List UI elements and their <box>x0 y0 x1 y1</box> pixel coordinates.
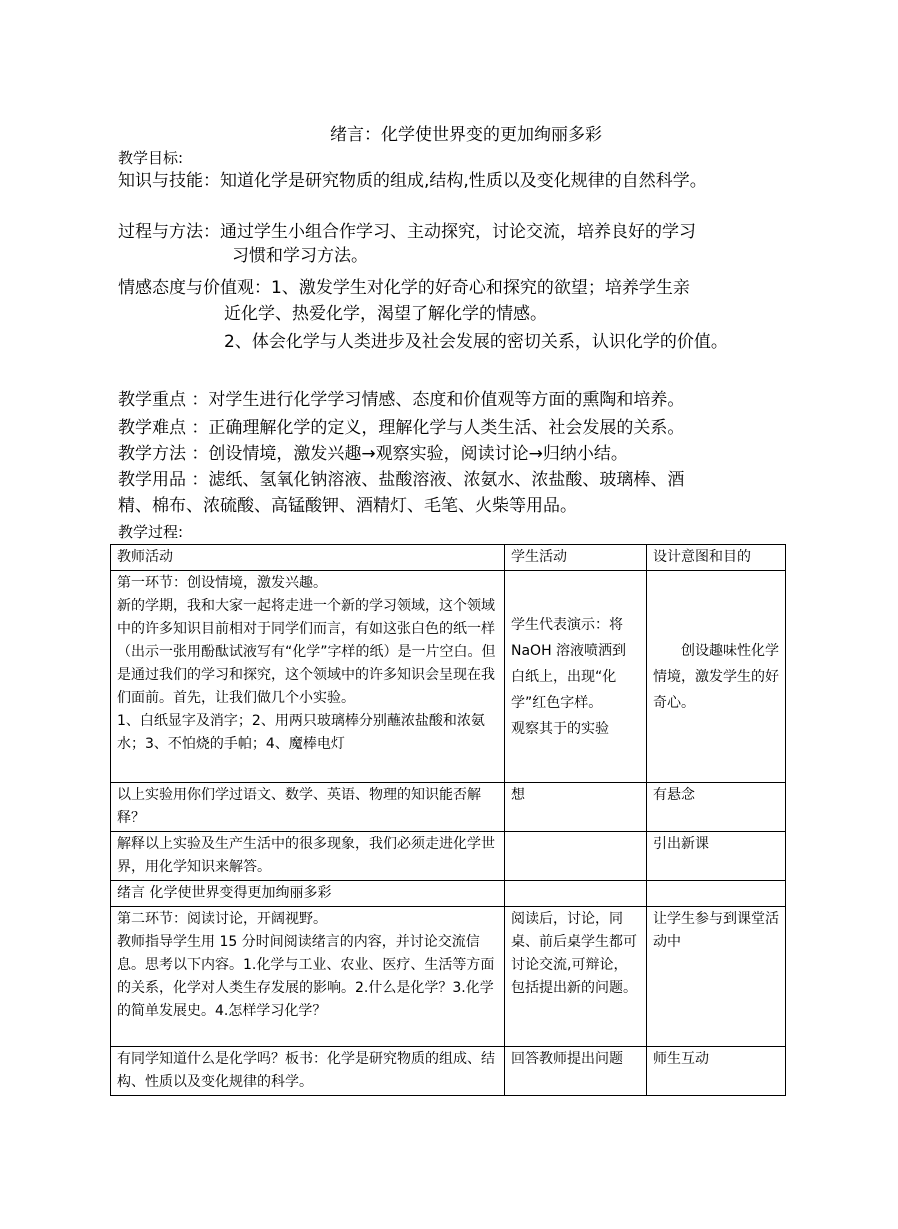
objective-process-line2: 习惯和学习方法。 <box>232 246 368 266</box>
process-label: 教学过程: <box>118 523 184 541</box>
teaching-method: 教学方法 ：创设情境，激发兴趣→观察实验，阅读讨论→归纳小结。 <box>118 444 628 464</box>
row4-purpose <box>647 881 786 907</box>
row1-student <box>505 571 647 783</box>
row1-student-observe: 观察其于的实验 <box>511 720 609 737</box>
objective-process-line1: 过程与方法：通过学生小组合作学习、主动探究，讨论交流，培养良好的学习 <box>118 222 696 242</box>
table-row <box>111 1047 786 1096</box>
row3-teacher: 解释以上实验及生产生活中的很多现象，我们必须走进化学世界，用化学知识来解答。 <box>111 832 505 881</box>
row1-teacher-heading: 第一环节：创设情境，激发兴趣。 <box>117 575 327 591</box>
row1-purpose <box>647 571 786 783</box>
page-title: 绪言：化学使世界变的更加绚丽多彩 <box>330 125 602 145</box>
row3-student <box>505 832 647 881</box>
objective-knowledge: 知识与技能：知道化学是研究物质的组成,结构,性质以及变化规律的自然科学。 <box>118 171 707 191</box>
table-row <box>111 571 786 783</box>
row5-student: 阅读后，讨论，同桌、前后桌学生都可讨论交流,可辩论，包括提出新的问题。 <box>505 907 647 1047</box>
row2-student: 想 <box>505 783 647 832</box>
objective-emotion-line3: 2、体会化学与人类进步及社会发展的密切关系，认识化学的价值。 <box>224 332 728 352</box>
table-row <box>111 881 786 907</box>
materials-line2: 精、棉布、浓硫酸、高锰酸钾、酒精灯、毛笔、火柴等用品。 <box>118 496 577 516</box>
materials-line1: 教学用品 ：滤纸、氢氧化钠溶液、盐酸溶液、浓氨水、浓盐酸、玻璃棒、酒 <box>118 470 685 490</box>
row4-teacher: 绪言 化学使世界变得更加绚丽多彩 <box>111 881 505 907</box>
row5-purpose: 让学生参与到课堂活动中 <box>647 907 786 1047</box>
row1-teacher-text: 新的学期，我和大家一起将走进一个新的学习领域，这个领域中的许多知识目前相对于同学们而言，有如这张白色的纸一样（出示一张用酚酞试液写有“化学”字样的纸）是一片空白。但是通过我们的学习和探究，这个领域中的许多知识会呈现在我们面前。首先，让我们做几个小实验。 <box>117 598 496 706</box>
header-purpose: 设计意图和目的 <box>647 545 786 571</box>
row6-student: 回答教师提出问题 <box>505 1047 647 1096</box>
table-header-row <box>111 545 786 571</box>
row1-teacher <box>111 571 505 783</box>
row6-purpose: 师生互动 <box>647 1047 786 1096</box>
objective-emotion-line2: 近化学、热爱化学，渴望了解化学的情感。 <box>224 304 547 324</box>
table-row <box>111 907 786 1047</box>
row1-purpose-text: 创设趣味性化学情境，激发学生的好奇心。 <box>653 642 779 711</box>
row5-teacher-text: 教师指导学生用 15 分时间阅读绪言的内容，并讨论交流信息。思考以下内容。1.化学与工业、农业、医疗、生活等方面的关系，化学对人类生存发展的影响。2.什么是化学？3.化学的简单发展史。4.怎样学习化学？ <box>117 934 495 1019</box>
row6-teacher: 有同学知道什么是化学吗？板书：化学是研究物质的组成、结构、性质以及变化规律的科学。 <box>111 1047 505 1096</box>
row3-purpose: 引出新课 <box>647 832 786 881</box>
table-row <box>111 832 786 881</box>
objectives-label: 教学目标: <box>118 149 184 167</box>
table-row <box>111 783 786 832</box>
row2-teacher: 以上实验用你们学过语文、数学、英语、物理的知识能否解释？ <box>111 783 505 832</box>
row1-student-demo: 学生代表演示：将 NaOH 溶液喷洒到白纸上，出现“化学”红色字样。 <box>511 616 627 711</box>
row5-teacher-heading: 第二环节：阅读讨论，开阔视野。 <box>117 911 327 927</box>
lesson-table <box>110 544 786 1096</box>
row4-student <box>505 881 647 907</box>
row2-purpose: 有悬念 <box>647 783 786 832</box>
row5-teacher <box>111 907 505 1047</box>
objective-emotion-line1: 情感态度与价值观：1、激发学生对化学的好奇心和探究的欲望；培养学生亲 <box>118 278 690 298</box>
key-point: 教学重点 ：对学生进行化学学习情感、态度和价值观等方面的熏陶和培养。 <box>118 390 685 410</box>
row1-teacher-experiments: 1、白纸显字及消字；2、用两只玻璃棒分别蘸浓盐酸和浓氨水；3、不怕烧的手帕；4、魔棒电灯 <box>117 713 485 752</box>
header-student: 学生活动 <box>505 545 647 571</box>
difficulty: 教学难点 ：正确理解化学的定义，理解化学与人类生活、社会发展的关系。 <box>118 418 685 438</box>
header-teacher: 教师活动 <box>111 545 505 571</box>
